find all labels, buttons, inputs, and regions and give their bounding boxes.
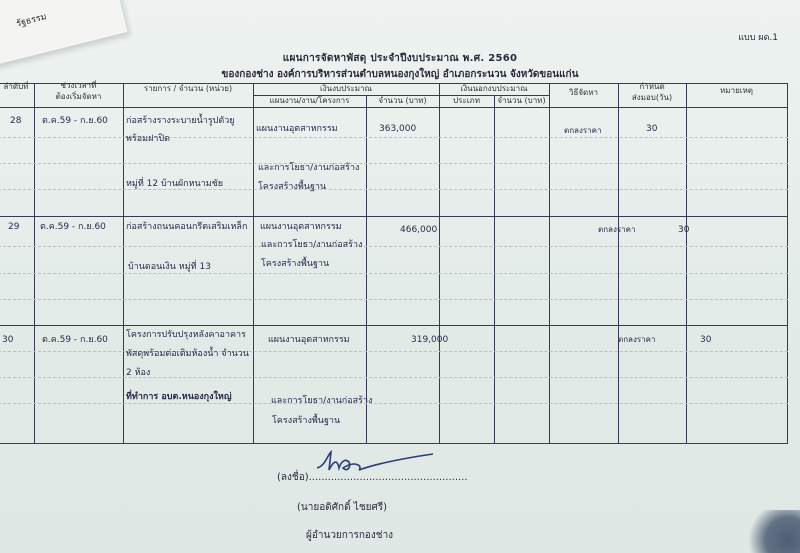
header-budget: เงินงบประมาณ bbox=[320, 84, 372, 93]
signature-label: (ลงชื่อ).................................................. bbox=[277, 472, 468, 483]
col-divider bbox=[366, 95, 367, 443]
row-28-days: 30 bbox=[646, 124, 658, 134]
header-deadline: กำหนด ส่งมอบ(วัน) bbox=[631, 82, 673, 102]
row-30-item-line: 2 ห้อง bbox=[126, 368, 151, 378]
row-29-method: ตกลงราคา bbox=[598, 225, 636, 234]
guide-line bbox=[0, 403, 788, 404]
row-30-plan-line: แผนงานอุตสาหกรรม bbox=[268, 335, 350, 345]
header-plan: แผนงาน/งาน/โครงการ bbox=[269, 96, 350, 105]
overlapping-paper-corner: รัฐธรรม bbox=[0, 0, 128, 66]
header-method: วิธีจัดหา bbox=[568, 88, 599, 97]
guide-line bbox=[0, 351, 788, 352]
row-30-amount: 319,000 bbox=[411, 335, 449, 345]
row-28-seq: 28 bbox=[10, 116, 22, 126]
guide-line bbox=[0, 189, 788, 190]
row-28-item-line: พร้อมฝาปิด bbox=[126, 134, 170, 144]
row-30-method: ตกลงราคา bbox=[618, 335, 656, 344]
row-30-period: ต.ค.59 - ก.ย.60 bbox=[42, 335, 108, 345]
procurement-table bbox=[0, 83, 788, 443]
row-28-bottom-border bbox=[0, 216, 788, 217]
row-28-item-line: ก่อสร้างรางระบายน้ำรูปตัวยู bbox=[126, 116, 235, 126]
row-28-period: ต.ค.59 - ก.ย.60 bbox=[42, 116, 108, 126]
row-29-days: 30 bbox=[678, 225, 690, 235]
row-28-item-line: หมู่ที่ 12 บ้านผักหนามชัย bbox=[126, 179, 224, 189]
signatory-name: (นายอดิศักดิ์ ไชยศรี) bbox=[297, 502, 388, 513]
row-29-seq: 29 bbox=[8, 222, 20, 232]
guide-line bbox=[0, 273, 788, 274]
row-30-seq: 30 bbox=[2, 335, 14, 345]
row-30-plan-line: โครงสร้างพื้นฐาน bbox=[272, 416, 341, 426]
row-30-item-line: พัสดุพร้อมต่อเติมห้องน้ำ จำนวน bbox=[126, 349, 249, 359]
guide-line bbox=[0, 299, 788, 300]
header-seq: ลำดับที่ bbox=[3, 82, 29, 91]
row-30-days: 30 bbox=[700, 335, 712, 345]
row-29-period: ต.ค.59 - ก.ย.60 bbox=[40, 222, 106, 232]
guide-line bbox=[0, 246, 788, 247]
row-29-item-line: บ้านดอนเงิน หมู่ที่ 13 bbox=[128, 262, 211, 272]
document-title: แผนการจัดหาพัสดุ ประจำปีงบประมาณ พ.ศ. 2560 bbox=[282, 53, 518, 64]
table-bottom-border bbox=[0, 443, 788, 444]
header-bottom-border bbox=[0, 107, 788, 108]
header-nonbudget: เงินนอกงบประมาณ bbox=[460, 84, 528, 93]
row-30-plan-line: และการโยธา/งานก่อสร้าง bbox=[271, 396, 373, 406]
form-code: แบบ ผด.1 bbox=[738, 33, 778, 43]
row-29-plan-line: แผนงานอุตสาหกรรม bbox=[260, 222, 342, 232]
row-29-bottom-border bbox=[0, 325, 788, 326]
header-items: รายการ / จำนวน (หน่วย) bbox=[143, 84, 233, 93]
row-28-plan-line: แผนงานอุตสาหกรรม bbox=[256, 124, 338, 134]
header-type: ประเภท bbox=[453, 96, 480, 105]
row-29-plan-line: โครงสร้างพื้นฐาน bbox=[261, 259, 330, 269]
row-28-amount: 363,000 bbox=[379, 124, 417, 134]
dark-corner-shadow bbox=[740, 510, 800, 553]
header-amount: จำนวน (บาท) bbox=[378, 96, 427, 105]
signatory-position: ผู้อำนวยการกองช่าง bbox=[306, 530, 394, 541]
row-30-item-line: ที่ทำการ อบต.หนองกุงใหญ่ bbox=[126, 392, 232, 402]
row-30-item-line: โครงการปรับปรุงหลังคาอาคาร bbox=[126, 330, 246, 340]
row-28-plan-line: โครงสร้างพื้นฐาน bbox=[258, 182, 327, 192]
guide-line bbox=[0, 377, 788, 378]
row-29-plan-line: และการโยธา/งานก่อสร้าง bbox=[261, 240, 363, 250]
row-29-amount: 466,000 bbox=[400, 225, 438, 235]
document-subtitle: ของกองช่าง องค์การบริหารส่วนตำบลหนองกุงใหญ่ อำเภอกระนวน จังหวัดขอนแก่น bbox=[221, 69, 579, 80]
guide-line bbox=[0, 163, 788, 164]
header-period: ช่วงเวลาที่ ต้องเริ่มจัดหา bbox=[55, 81, 102, 101]
row-28-plan-line: และการโยธา/งานก่อสร้าง bbox=[258, 163, 360, 173]
col-divider bbox=[494, 95, 495, 443]
row-28-method: ตกลงราคา bbox=[564, 126, 602, 135]
row-29-item-line: ก่อสร้างถนนคอนกรีตเสริมเหล็ก bbox=[126, 222, 248, 232]
header-remark: หมายเหตุ bbox=[720, 86, 753, 95]
header-amount2: จำนวน (บาท) bbox=[497, 96, 546, 105]
